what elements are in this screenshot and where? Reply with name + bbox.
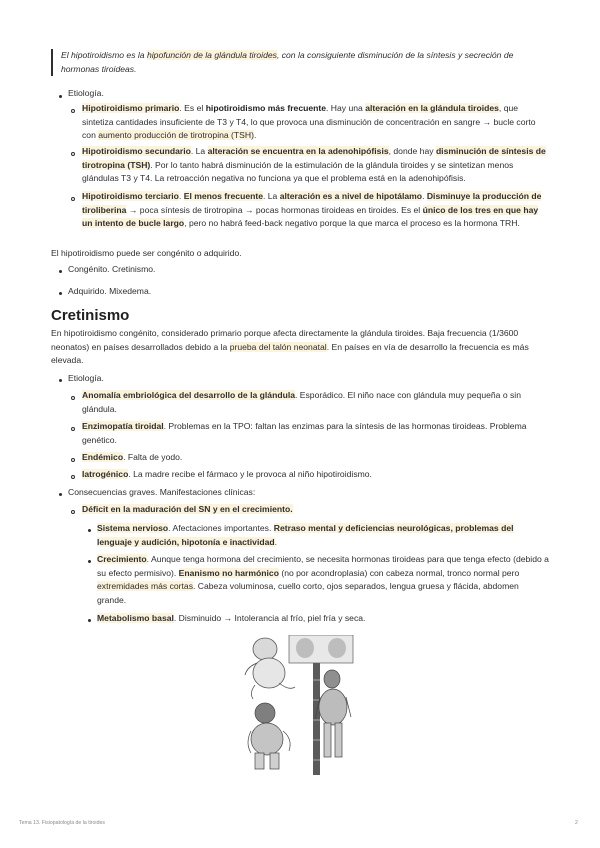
adquirido-item: Adquirido. Mixedema. [68, 286, 152, 296]
text: . La [263, 191, 280, 201]
bold-highlight: El menos frecuente [183, 191, 263, 201]
bullet-circle [71, 458, 75, 462]
text: . Problemas en la TPO: faltan las enzimas para la síntesis de las hormonas tiroideas. Problema genético. [82, 421, 527, 445]
bullet-circle [71, 475, 75, 479]
text: . Afectaciones importantes. [168, 523, 274, 533]
text: , pero no habrá feed-back negativo porque la que marca el proceso es la hormona TRH. [184, 218, 520, 229]
intro-text: El hipotiroidismo es la [61, 50, 147, 60]
text: . Cabeza voluminosa, cuello corto, ojos separados, lengua gruesa y flácida, abdomen grande. [97, 581, 519, 605]
bullet-circle [71, 427, 75, 431]
anomalia-item [82, 389, 550, 416]
bullet [59, 270, 62, 273]
metabolismo-item [97, 612, 550, 626]
highlight: aumento producción de tirotropina (TSH) [98, 130, 254, 141]
bold-highlight: alteración se encuentra en la adenohipófisis [207, 146, 389, 156]
text: , donde hay [388, 146, 436, 156]
page-number: 2 [575, 820, 578, 826]
text: . [274, 536, 278, 547]
intro-highlight: hipofunción de la glándula tiroides [146, 50, 277, 60]
highlight: extremidades más cortas [97, 581, 193, 592]
cretinism-illustration [243, 635, 356, 775]
text: . Disminuido → Intolerancia al frío, piel fría y seca. [173, 613, 366, 623]
consecuencias-label: Consecuencias graves. Manifestaciones clínicas: [68, 487, 256, 497]
bullet-circle [71, 197, 75, 201]
bold-highlight: Endémico [82, 452, 124, 462]
text: . La madre recibe el fármaco y le provoca al niño hipotiroidismo. [128, 469, 372, 479]
text: . La [190, 146, 208, 156]
congenito-item: Congénito. Cretinismo. [68, 264, 156, 274]
primario-term: Hipotiroidismo primario [82, 103, 180, 113]
text: . Es el [179, 103, 206, 113]
text: . En países en vía de desarrollo la frecuencia es más elevada. [51, 341, 529, 366]
text: , que sintetiza cantidades insuficiente de T3 y T4, lo que provoca una disminución de concentración en sangre → bucle corto con [82, 103, 536, 141]
secundario-term: Hipotiroidismo secundario [82, 146, 191, 156]
measuring-pole [313, 663, 320, 775]
bullet [59, 292, 62, 295]
text: . Esporádico. El niño nace con glándula muy pequeña o sin glándula. [82, 390, 521, 414]
bullet-circle [71, 510, 75, 514]
bullet-circle [71, 396, 75, 400]
bold-highlight: Anomalía embriológica del desarrollo de la glándula [82, 390, 295, 400]
bullet [59, 493, 62, 496]
bullet-square [88, 529, 91, 532]
text: . Falta de yodo. [123, 452, 183, 462]
bold-highlight: Metabolismo basal [97, 613, 174, 623]
section-heading: Cretinismo [51, 307, 130, 324]
congenito-intro: El hipotiroidismo puede ser congénito o adquirido. [51, 248, 242, 258]
bold-highlight: alteración es a nivel de hipotálamo [279, 191, 423, 201]
bullet [59, 95, 62, 98]
text: . [422, 191, 427, 201]
bold-highlight: disminución de síntesis de tirotropina (TSH) [82, 146, 546, 170]
endemico-item [82, 451, 550, 465]
bold-highlight: Disminuye la producción de tiroliberina [82, 191, 542, 215]
bullet-circle [71, 152, 75, 156]
bold-highlight: único de los tres en que hay un intento de bucle largo [82, 204, 539, 229]
bullet-circle [71, 109, 75, 113]
bold-highlight: Enzimopatía tiroidal [82, 421, 164, 431]
terciario-item [82, 190, 550, 231]
sistema-item [97, 522, 550, 549]
crecimiento-item [97, 553, 550, 607]
bold-highlight: Enanismo no harmónico [178, 567, 279, 578]
intro-text-end: , con la consiguiente disminución de la síntesis y secreción de hormonas tiroideas. [61, 50, 514, 74]
bold-highlight: Sistema nervioso [97, 523, 169, 533]
bullet-square [88, 560, 91, 563]
footer-text: Tema 13. Fisiopatología de la tiroides [19, 820, 105, 826]
bullet [59, 379, 62, 382]
cretinismo-paragraph [51, 327, 551, 368]
deficit-item [82, 503, 550, 517]
iatrogenico-item [82, 468, 550, 482]
text: En hipotiroidismo congénito, considerado primario porque afecta directamente la glándula tiroides. Baja frecuencia (1/3600 neonatos) en países desarrollados debido a la [51, 328, 519, 352]
text: . [253, 130, 257, 141]
text: . Aunque tenga hormona del crecimiento, se necesita hormonas tiroideas para que tenga efecto (debido a su efecto permisivo). [97, 554, 549, 578]
secundario-item [82, 145, 550, 186]
bold-highlight: Crecimiento [97, 554, 147, 564]
terciario-term: Hipotiroidismo terciario [82, 191, 179, 201]
bold-text: hipotiroidismo más frecuente [205, 103, 327, 113]
text: . Hay una [326, 103, 366, 113]
text: (no por acondroplasia) con cabeza normal, tronco normal pero [278, 567, 520, 578]
primario-item [82, 102, 550, 143]
highlight: prueba del talón neonatal [229, 341, 327, 352]
text: . Por lo tanto habrá disminución de la estimulación de la glándula tiroides y se sintetizan menos glándulas T3 y T4. La retroacción negativa no funciona ya que el problema está en la adenohipófisis. [82, 159, 514, 184]
etiologia-label-2: Etiología. [68, 373, 104, 383]
text: . [178, 191, 184, 201]
portrait-frames [289, 635, 353, 663]
intro-quote [51, 49, 551, 76]
bold-highlight: Retraso mental y deficiencias neurológicas, problemas del lenguaje y audición, hipotonía e inactividad [97, 523, 514, 547]
bold-highlight: alteración en la glándula tiroides [365, 103, 499, 113]
bold-highlight: Déficit en la maduración del SN y en el crecimiento. [82, 504, 293, 514]
enzimopatia-item [82, 420, 550, 447]
bullet-square [88, 619, 91, 622]
text: → poca síntesis de tirotropina → pocas hormonas tiroideas en tiroides. Es el [126, 204, 423, 215]
etiologia-label: Etiología. [68, 88, 104, 98]
bold-highlight: Iatrogénico [82, 469, 129, 479]
